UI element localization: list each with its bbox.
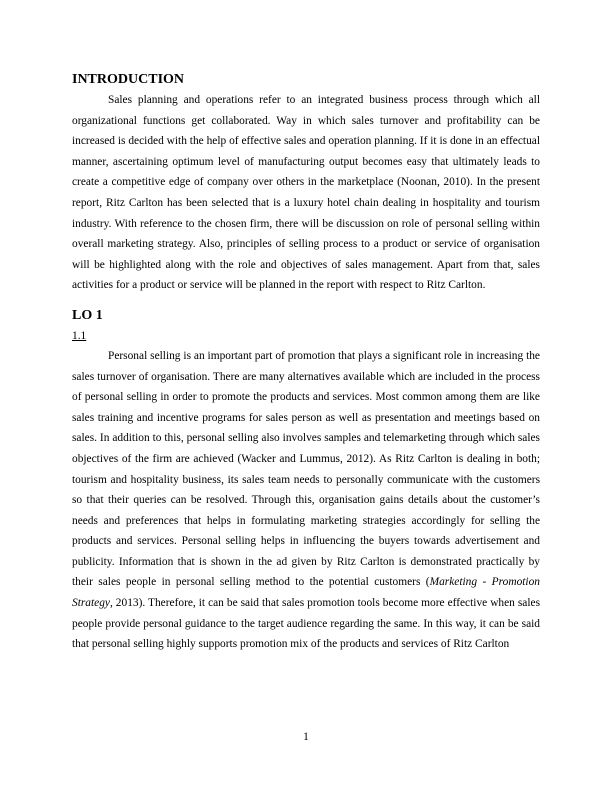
- document-page: [72, 70, 540, 655]
- lo1-paragraph-text-start: Personal selling is an important part of promotion that plays a significant role in increasing the sales turnover of organisation. There are many alternatives available which are included in the process of personal selling in order to promote the products and services. Most common among them are like sales training and incentive programs for sales person as well as presentation and meetings based on sales. In addition to this, personal selling also involves samples and telemarketing through which sales objectives of the firm are achieved (Wacker and Lummus, 2012). As Ritz Carlton is dealing in both; tourism and hospitality business, its sales team needs to personally communicate with the customers so that their queries can be resolved. Through this, organisation gains details about the customer’s needs and preferences that helps in formulating marketing strategies accordingly for selling the products and services. Personal selling helps in influencing the buyers towards advertisement and publicity. Information that is shown in the ad given by Ritz Carlton is demonstrated practically by their sales people in personal selling method to the potential customers (: [72, 349, 540, 589]
- lo1-paragraph: [72, 346, 540, 655]
- introduction-paragraph: Sales planning and operations refer to an integrated business process through which all organizational functions get collaborated. Way in which sales turnover and profitability can be increased is decided with the help of effective sales and operation planning. If it is done in an effectual manner, ascertaining optimum level of manufacturing output becomes easy that ultimately leads to create a competitive edge of company over others in the marketplace (Noonan, 2010). In the present report, Ritz Carlton has been selected that is a luxury hotel chain dealing in hospitality and tourism industry. With reference to the chosen firm, there will be discussion on role of personal selling within overall marketing strategy. Also, principles of selling process to a product or service of organisation will be highlighted along with the role and objectives of sales management. Apart from that, sales activities for a product or service will be planned in the report with respect to Ritz Carlton.: [72, 94, 540, 292]
- introduction-heading: INTRODUCTION: [72, 72, 185, 87]
- lo1-heading: LO 1: [72, 307, 103, 323]
- lo1-paragraph-text-end: , 2013). Therefore, it can be said that sales promotion tools become more effective when sales people provide personal guidance to the target audience regarding the same. In this way, it can be said that personal selling highly supports promotion mix of the products and services of Ritz Carlton: [72, 597, 540, 651]
- section-1-1-subheading: 1.1: [72, 329, 87, 342]
- page-number: 1: [303, 731, 309, 743]
- citation-title: Marketing - Promotion Strategy: [72, 576, 540, 610]
